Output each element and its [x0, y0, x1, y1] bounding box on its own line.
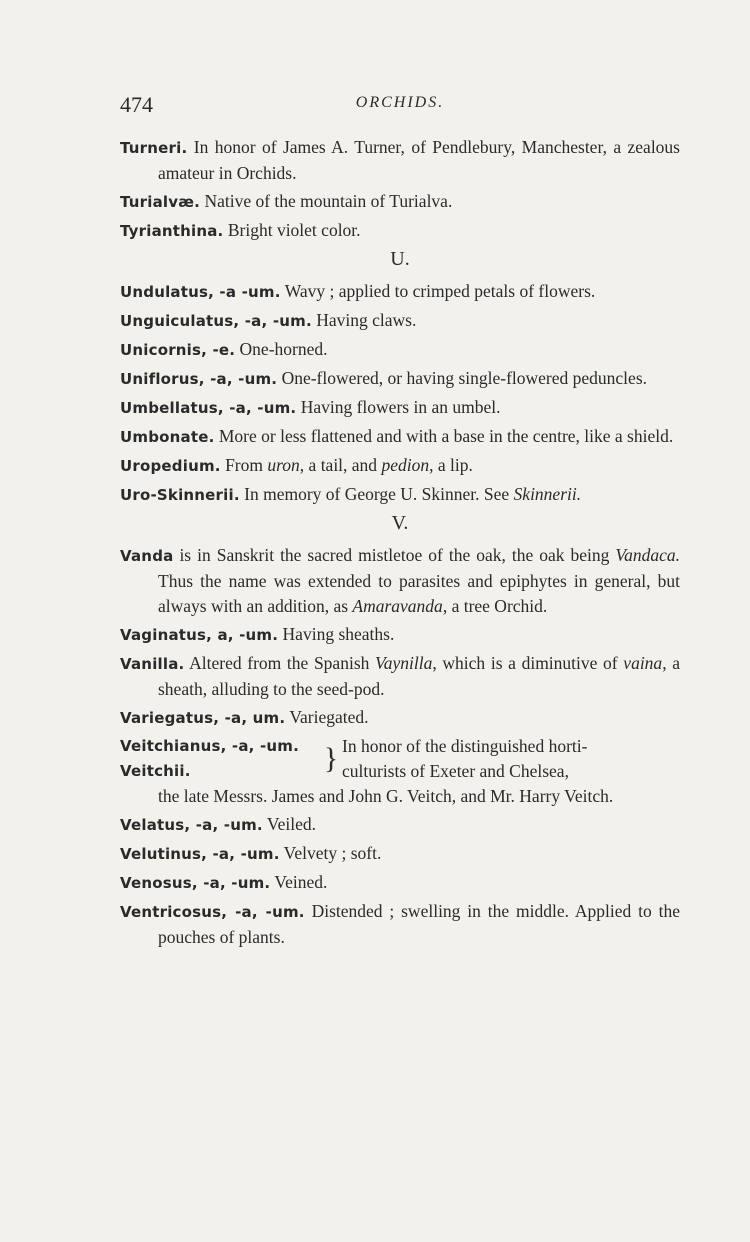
- entry-term: Turneri.: [120, 139, 188, 157]
- glossary-entry: [120, 135, 680, 186]
- running-head: ORCHIDS.: [355, 94, 445, 111]
- glossary-entry: [120, 812, 680, 838]
- entry-definition: In memory of George U. Skinner. See Skinnerii.: [239, 484, 582, 504]
- entry-term: Uniflorus, -a, -um.: [120, 370, 278, 388]
- glossary-entry: [120, 218, 680, 244]
- entry-term: Veitchianus, -a, -um.: [120, 737, 300, 755]
- entry-term: Velatus, -a, -um.: [120, 816, 263, 834]
- entry-definition: One-flowered, or having single-flowered peduncles.: [277, 368, 648, 388]
- entry-term: Umbellatus, -a, -um.: [120, 399, 297, 417]
- entry-term: Uro-Skinnerii.: [120, 486, 240, 504]
- page-header: [120, 92, 680, 122]
- entry-definition-line: In honor of the distinguished horti-: [342, 736, 588, 756]
- page-number: 474: [120, 92, 153, 117]
- entry-term: Veitchii.: [120, 762, 191, 780]
- entry-term: Umbonate.: [120, 428, 215, 446]
- entry-definition: Native of the mountain of Turialva.: [200, 191, 453, 211]
- entries-v1: [120, 543, 680, 731]
- glossary-entry: [120, 651, 680, 702]
- glossary-entry: [120, 308, 680, 334]
- entry-definition: From uron, a tail, and pedion, a lip.: [220, 455, 473, 475]
- entry-definition: Wavy ; applied to crimped petals of flowers.: [280, 281, 596, 301]
- entries-v2: [120, 812, 680, 950]
- glossary-entry: [120, 543, 680, 619]
- entry-definition: One-horned.: [235, 339, 328, 359]
- entry-term: Ventricosus, -a, -um.: [120, 903, 305, 921]
- entry-term: Unguiculatus, -a, -um.: [120, 312, 312, 330]
- glossary-entry: [120, 899, 680, 950]
- entry-definition: Distended ; swelling in the middle. Applied to the pouches of plants.: [158, 901, 681, 947]
- entry-definition: Having claws.: [311, 310, 417, 330]
- glossary-entry-veitch: [120, 734, 680, 809]
- entry-definition: Variegated.: [285, 707, 369, 727]
- entry-term: Tyrianthina.: [120, 222, 224, 240]
- entry-definition: In honor of James A. Turner, of Pendlebury, Manchester, a zealous amateur in Orchids.: [158, 137, 680, 183]
- glossary-entry: [120, 337, 680, 363]
- entry-definition-line: culturists of Exeter and Chelsea,: [342, 761, 569, 781]
- entry-term: Vanda: [120, 547, 174, 565]
- entry-term: Uropedium.: [120, 457, 221, 475]
- entry-term: Unicornis, -e.: [120, 341, 236, 359]
- entry-term: Variegatus, -a, um.: [120, 709, 286, 727]
- glossary-entry: [120, 395, 680, 421]
- glossary-entry: [120, 189, 680, 215]
- entry-term: Vaginatus, a, -um.: [120, 626, 279, 644]
- glossary-entry: [120, 870, 680, 896]
- entry-term: Velutinus, -a, -um.: [120, 845, 280, 863]
- section-heading-u: U.: [390, 248, 410, 270]
- entry-term: Vanilla.: [120, 655, 185, 673]
- entry-definition: is in Sanskrit the sacred mistletoe of the oak, the oak being Vandaca. Thus the name was extended to parasites and epiphytes in general, but always with an addition, as Amaravanda, a tree Orchid.: [158, 545, 680, 616]
- entry-definition: Veined.: [270, 872, 328, 892]
- entry-definition: More or less flattened and with a base in the centre, like a shield.: [214, 426, 674, 446]
- entry-definition: Veiled.: [262, 814, 316, 834]
- entry-definition: the late Messrs. James and John G. Veitch, and Mr. Harry Veitch.: [158, 786, 614, 806]
- entry-definition: Velvety ; soft.: [279, 843, 382, 863]
- glossary-entry: [120, 424, 680, 450]
- glossary-entry: [120, 705, 680, 731]
- entry-definition: Having flowers in an umbel.: [296, 397, 501, 417]
- entry-term: Turialvæ.: [120, 193, 201, 211]
- glossary-entry: [120, 453, 680, 479]
- glossary-entry: [120, 366, 680, 392]
- entry-term: Venosus, -a, -um.: [120, 874, 271, 892]
- glossary-content: [120, 135, 680, 953]
- brace-symbol: }: [323, 742, 339, 775]
- glossary-entry: [120, 279, 680, 305]
- entry-definition: Having sheaths.: [278, 624, 395, 644]
- section-heading-v: V.: [391, 512, 409, 534]
- entries-t: [120, 135, 680, 244]
- entry-definition: Bright violet color.: [223, 220, 361, 240]
- glossary-entry: [120, 622, 680, 648]
- glossary-entry: [120, 841, 680, 867]
- entry-definition: Altered from the Spanish Vaynilla, which is a diminutive of vaina, a sheath, alluding to the seed-pod.: [158, 653, 680, 699]
- entry-term: Undulatus, -a -um.: [120, 283, 281, 301]
- glossary-entry: [120, 482, 680, 508]
- entries-u: [120, 279, 680, 508]
